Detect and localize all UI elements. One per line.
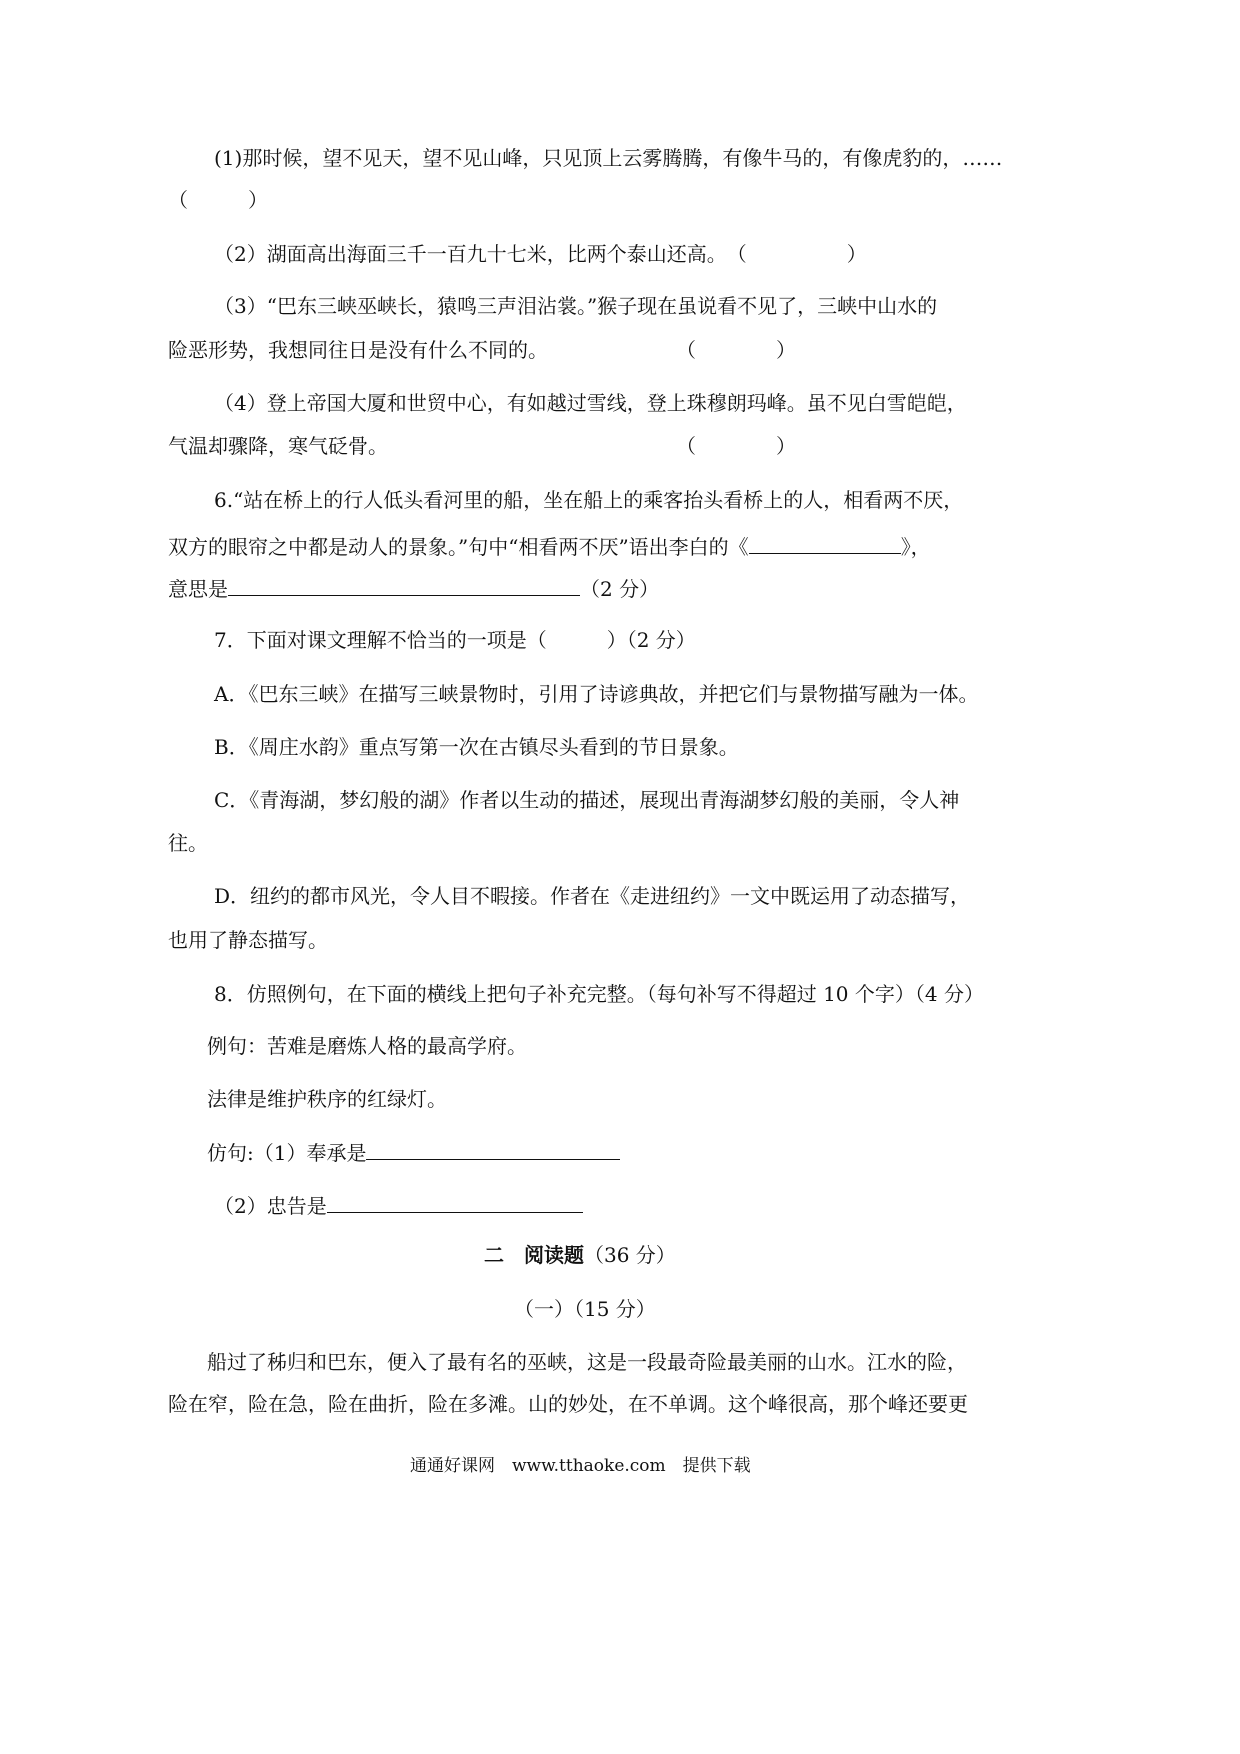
q7-option-d-line2: 也用了静态描写。 bbox=[168, 928, 328, 952]
q8-imitate2 bbox=[214, 1190, 583, 1220]
q6-poem-title-blank[interactable] bbox=[749, 531, 901, 554]
q6-line2-text: 双方的眼帘之中都是动人的景象。”句中“相看两不厌”语出李白的《 bbox=[168, 535, 749, 559]
q6-score: （2 分） bbox=[580, 577, 660, 601]
q7-stem: 7．下面对课文理解不恰当的一项是（ ）（2 分） bbox=[214, 628, 696, 652]
section2-heading bbox=[484, 1241, 676, 1269]
section2-score: （36 分） bbox=[584, 1243, 676, 1267]
q6-meaning-blank[interactable] bbox=[228, 573, 580, 596]
q8-imitate1-blank[interactable] bbox=[366, 1137, 620, 1160]
q5-item1-answer-paren: （ ） bbox=[168, 188, 268, 212]
q8-example2: 法律是维护秩序的红绿灯。 bbox=[207, 1087, 447, 1111]
q8-imitate1 bbox=[207, 1137, 620, 1167]
q5-item1-line1: (1)那时候，望不见天，望不见山峰，只见顶上云雾腾腾，有像牛马的，有像虎豹的，…… bbox=[214, 146, 1003, 170]
page-footer: 通通好课网 www.tthaoke.com 提供下载 bbox=[410, 1456, 751, 1476]
passage-line2: 险在窄，险在急，险在曲折，险在多滩。山的妙处，在不单调。这个峰很高，那个峰还要更 bbox=[168, 1392, 968, 1416]
passage-line1: 船过了秭归和巴东，便入了最有名的巫峡，这是一段最奇险最美丽的山水。江水的险， bbox=[207, 1350, 967, 1374]
q6-line1: 6.“站在桥上的行人低头看河里的船，坐在船上的乘客抬头看桥上的人，相看两不厌， bbox=[214, 488, 964, 512]
q5-item4-line2: 气温却骤降，寒气砭骨。 bbox=[168, 434, 388, 458]
q6-line2-end: 》， bbox=[900, 535, 931, 559]
q5-item3-line1: （3）“巴东三峡巫峡长，猿鸣三声泪沾裳。”猴子现在虽说看不见了，三峡中山水的 bbox=[214, 294, 938, 318]
q5-item2: （2）湖面高出海面三千一百九十七米，比两个泰山还高。 （ ） bbox=[214, 242, 867, 266]
q7-option-c-line2: 往。 bbox=[168, 831, 208, 855]
q7-option-c-line1: C．《青海湖，梦幻般的湖》作者以生动的描述，展现出青海湖梦幻般的美丽，令人神 bbox=[214, 788, 960, 812]
q7-option-d-line1: D．纽约的都市风光，令人目不暇接。作者在《走进纽约》一文中既运用了动态描写， bbox=[214, 884, 971, 908]
q8-example1: 例句：苦难是磨炼人格的最高学府。 bbox=[207, 1034, 527, 1058]
q5-item4-answer-paren: （ ） bbox=[676, 434, 796, 458]
section2-title: 二 阅读题 bbox=[484, 1243, 584, 1267]
q6-line3 bbox=[168, 573, 659, 603]
q8-stem: 8．仿照例句，在下面的横线上把句子补充完整。（每句补写不得超过 10 个字）（4 分） bbox=[214, 982, 984, 1006]
q5-item3-line2: 险恶形势，我想同往日是没有什么不同的。 bbox=[168, 338, 548, 362]
q8-imitate2-label: （2）忠告是 bbox=[214, 1194, 327, 1218]
q7-option-a: A．《巴东三峡》在描写三峡景物时，引用了诗谚典故，并把它们与景物描写融为一体。 bbox=[214, 682, 979, 706]
q5-item4-line1: （4）登上帝国大厦和世贸中心，有如越过雪线，登上珠穆朗玛峰。虽不见白雪皑皑， bbox=[214, 391, 967, 415]
q6-line2 bbox=[168, 531, 931, 561]
q5-item3-answer-paren: （ ） bbox=[676, 338, 796, 362]
q8-imitate1-label: 仿句:（1）奉承是 bbox=[207, 1141, 367, 1165]
section2-subtitle: （一）（15 分） bbox=[514, 1297, 656, 1321]
q8-imitate2-blank[interactable] bbox=[327, 1190, 583, 1213]
q6-meaning-label: 意思是 bbox=[168, 577, 228, 601]
q7-option-b: B．《周庄水韵》重点写第一次在古镇尽头看到的节日景象。 bbox=[214, 735, 739, 759]
